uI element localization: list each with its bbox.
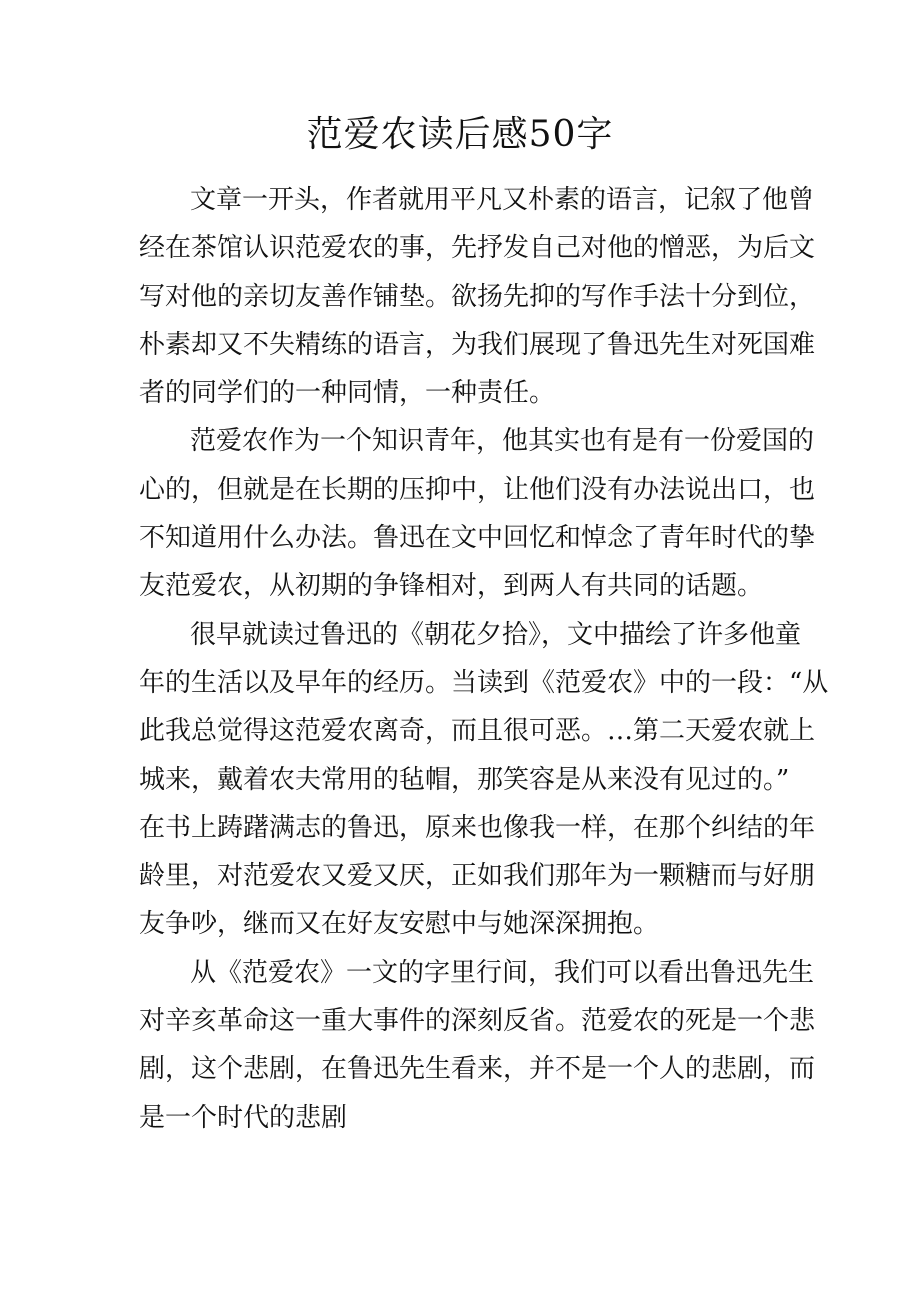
text-line: 龄里，对范爱农又爱又厌，正如我们那年为一颗糖而与好朋: [139, 861, 816, 892]
text-line: 经在茶馆认识范爱农的事，先抒发自己对他的憎恶，为后文: [139, 233, 816, 264]
text-line: 年的生活以及早年的经历。当读到《范爱农》中的一段：“从: [139, 667, 829, 698]
paragraph: [139, 176, 816, 417]
text-line: 城来，戴着农夫常用的毡帽，那笑容是从来没有见过的。”: [139, 764, 790, 795]
paragraph: [139, 949, 816, 1142]
paragraph: [139, 611, 829, 949]
text-line: 写对他的亲切友善作铺垫。欲扬先抑的写作手法十分到位，: [139, 281, 816, 312]
text-line: 朴素却又不失精练的语言，为我们展现了鲁迅先生对死国难: [139, 329, 816, 360]
text-line: 对辛亥革命这一重大事件的深刻反省。范爱农的死是一个悲: [139, 1006, 816, 1037]
text-line: 心的，但就是在长期的压抑中，让他们没有办法说出口，也: [139, 474, 816, 505]
document-body: [139, 176, 829, 1142]
text-line: 是一个时代的悲剧: [139, 1102, 348, 1133]
text-line: 文章一开头，作者就用平凡又朴素的语言，记叙了他曾: [190, 185, 815, 215]
text-line: 友争吵，继而又在好友安慰中与她深深拥抱。: [139, 909, 660, 940]
text-line: 剧，这个悲剧，在鲁迅先生看来，并不是一个人的悲剧，而: [139, 1054, 816, 1085]
text-line: 不知道用什么办法。鲁迅在文中回忆和悼念了青年时代的挚: [139, 523, 816, 554]
text-line: 友范爱农，从初期的争锋相对，到两人有共同的话题。: [139, 571, 764, 602]
text-line: 范爱农作为一个知识青年，他其实也有是有一份爱国的: [190, 426, 815, 457]
text-line: 者的同学们的一种同情，一种责任。: [139, 378, 556, 409]
paragraph: [139, 417, 816, 610]
text-line: 从《范爱农》一文的字里行间，我们可以看出鲁迅先生: [190, 957, 815, 988]
text-line: 很早就读过鲁迅的《朝花夕拾》，文中描绘了许多他童: [190, 619, 802, 650]
text-line: 此我总觉得这范爱农离奇，而且很可恶。…第二天爱农就上: [139, 716, 816, 747]
text-line: 在书上踌躇满志的鲁迅，原来也像我一样，在那个纠结的年: [139, 812, 816, 843]
document-title: 范爱农读后感50字: [306, 114, 614, 155]
